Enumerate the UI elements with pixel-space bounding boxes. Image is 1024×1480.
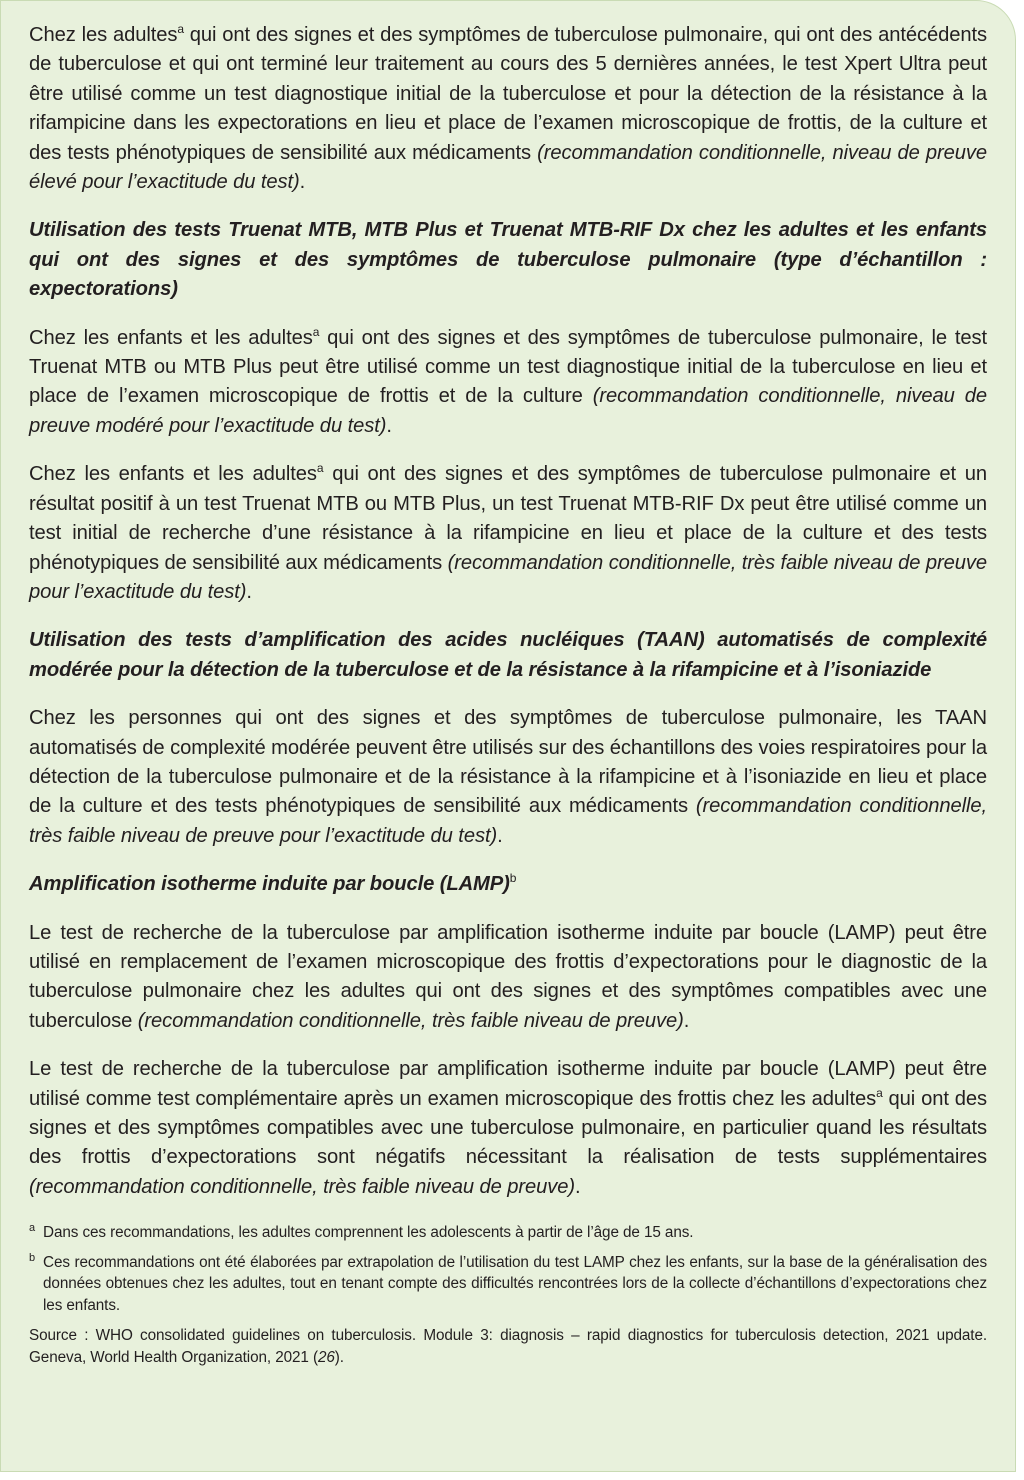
text: qui ont des signes et des symptômes de tuberculose pulmonaire, le test Truenat MTB ou MTB Plus peut être utilisé comme un test diagnostique initial de la tuberculose en lieu et place de l’examen microscopique de frottis et de la culture (29, 326, 987, 408)
recommendation-strength: (recommandation conditionnelle, très faible niveau de preuve) (29, 1175, 576, 1198)
text: Chez les enfants et les adultes (29, 326, 313, 349)
text: qui ont des signes et des symptômes de tuberculose pulmonaire, qui ont des antécédents de tuberculose et qui ont terminé leur traitement au cours des 5 dernières années, le test Xpert Ultra peut être utilisé comme un test diagnostique initial de la tuberculose et pour la détection de la résistance à la rifampicine dans les expectorations en lieu et place de l’examen microscopique de frottis, de la culture et des tests phénotypiques de sensibilité aux médicaments (29, 24, 988, 164)
recommendation-strength: (recommandation conditionnelle, très faible niveau de preuve pour l’exactitude du test) (29, 551, 987, 603)
recommendation-strength: (recommandation conditionnelle, très faible niveau de preuve) (137, 1009, 684, 1032)
recommendation-taan (29, 704, 987, 851)
text: . (386, 414, 392, 437)
footnotes (29, 1222, 987, 1316)
text: Chez les enfants et les adultes (29, 463, 317, 486)
recommendation-strength: (recommandation conditionnelle, très faible niveau de preuve pour l’exactitude du test) (29, 795, 987, 847)
section-heading-taan: Utilisation des tests d’amplification des acides nucléiques (TAAN) automatisés de complexité modérée pour la détection de la tuberculose et de la résistance à la rifampicine et à l’isoniazide (29, 629, 987, 681)
text: Amplification isotherme induite par boucle (LAMP) (29, 873, 510, 896)
footnote-ref-b: b (509, 871, 517, 886)
recommendation-lamp-replacement (29, 919, 987, 1037)
footnote-mark: b (29, 1251, 36, 1264)
recommendation-strength: (recommandation conditionnelle, niveau de preuve élevé pour l’exactitude du test) (29, 141, 988, 194)
footnote-a (29, 1222, 987, 1244)
recommendation-truenat-mtb (29, 324, 987, 442)
text: Chez les adultes (29, 24, 178, 46)
text: . (497, 824, 503, 847)
recommendation-truenat-rif (29, 460, 987, 607)
footnote-text: Dans ces recommandations, les adultes comprennent les adolescents à partir de l’âge de 15 ans. (43, 1224, 694, 1242)
text: . (299, 171, 306, 194)
footnote-text: Ces recommandations ont été élaborées par extrapolation de l’utilisation du test LAMP chez les enfants, sur la base de la généralisation des données obtenues chez les adultes, tout en tenant compte des difficultés rencontrées lors de la collecte d’échantillons d’expectorations chez les enfants. (43, 1253, 987, 1314)
footnote-ref-a: a (312, 324, 320, 339)
section-heading-truenat: Utilisation des tests Truenat MTB, MTB Plus et Truenat MTB-RIF Dx chez les adultes et les enfants qui ont des signes et des symptômes de tuberculose pulmonaire (type d’échantillon : expectorations) (29, 219, 987, 301)
footnote-ref-a: a (876, 1085, 883, 1100)
text: ). (334, 1349, 344, 1367)
text: qui ont des signes et des symptômes de tuberculose pulmonaire et un résultat positif à un test Truenat MTB ou MTB Plus, un test Truenat MTB-RIF Dx peut être utilisé comme un test initial de recherche d’une résistance à la rifampicine en lieu et place de la culture et des tests phénotypiques de sensibilité aux médicaments (29, 463, 987, 574)
footnote-ref-a: a (316, 461, 324, 476)
text: Source : WHO consolidated guidelines on tuberculosis. Module 3: diagnosis – rapid diagnostics for tuberculosis detection, 2021 update. Geneva, World Health Organization, 2021 ( (29, 1327, 987, 1367)
text: qui ont des signes et des symptômes compatibles avec une tuberculose pulmonaire, en particulier quand les résultats des frottis d’expectorations sont négatifs nécessitant la réalisation de tests supplémentaires (29, 1087, 987, 1169)
recommendation-strength: (recommandation conditionnelle, niveau de preuve modéré pour l’exactitude du test) (29, 385, 987, 437)
footnote-b (29, 1252, 987, 1317)
text: Chez les personnes qui ont des signes et des symptômes de tuberculose pulmonaire, les TAAN automatisés de complexité modérée peuvent être utilisés sur des échantillons des voies respiratoires pour la détection de la tuberculose pulmonaire et de la résistance à la rifampicine et à l’isoniazide en lieu et place de la culture et des tests phénotypiques de sensibilité aux médicaments (29, 707, 987, 818)
footnote-ref-a: a (177, 22, 184, 36)
text: Le test de recherche de la tuberculose par amplification isotherme induite par boucle (LAMP) peut être utilisé comme test complémentaire après un examen microscopique des frottis chez les adultes (29, 1058, 987, 1110)
recommendation-xpert-ultra (29, 21, 987, 197)
text: . (246, 580, 252, 603)
text: . (575, 1175, 581, 1198)
footnote-mark: a (29, 1222, 36, 1235)
recommendation-lamp-complementary (29, 1055, 987, 1202)
text: Le test de recherche de la tuberculose par amplification isotherme induite par boucle (LAMP) peut être utilisé en remplacement de l’examen microscopique des frottis d’expectorations pour le diagnostic de la tuberculose pulmonaire chez les adultes qui ont des signes et des symptômes compatibles avec une tuberculose (29, 921, 987, 1032)
source-citation (29, 1325, 987, 1369)
reference-number: 26 (317, 1349, 335, 1367)
section-heading-lamp (29, 870, 987, 899)
text: . (683, 1009, 690, 1032)
